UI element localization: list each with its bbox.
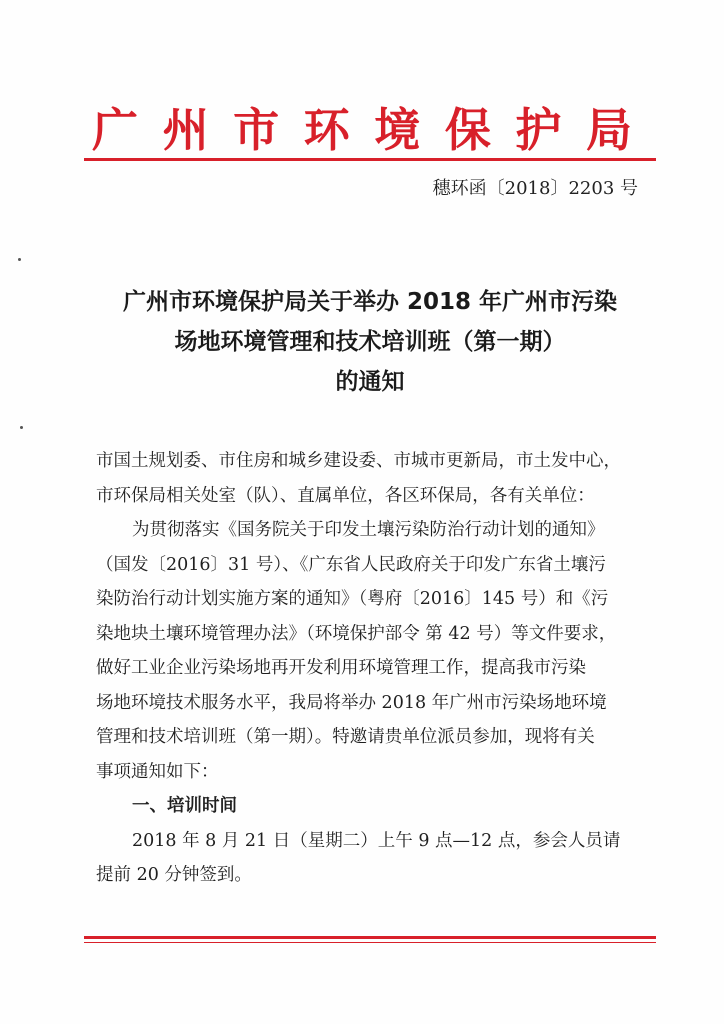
letterhead-char: 广	[92, 103, 138, 157]
paragraph-line: 染防治行动计划实施方案的通知》（粤府〔2016〕145 号）和《污	[96, 589, 609, 609]
paragraph-line: 做好工业企业污染场地再开发利用环境管理工作，提高我市污染	[96, 658, 586, 678]
footer-red-rule	[84, 936, 656, 939]
paragraph-line: 管理和技术培训班（第一期）。特邀请贵单位派员参加，现将有关	[96, 727, 595, 747]
letterhead-char: 境	[374, 103, 421, 157]
letterhead-char: 环	[303, 103, 350, 157]
paragraph-line: （国发〔2016〕31 号）、《广东省人民政府关于印发广东省土壤污	[96, 554, 606, 575]
section-line: 2018 年 8 月 21 日（星期二）上午 9 点—12 点，参会人员请	[132, 830, 621, 851]
recipients-line: 市国土规划委、市住房和城乡建设委、市城市更新局，市土发中心，	[96, 451, 621, 471]
letterhead-char: 州	[162, 103, 209, 157]
paragraph-line: 事项通知如下：	[96, 761, 219, 782]
section-line: 提前 20 分钟签到。	[96, 865, 252, 885]
scan-speck	[18, 258, 21, 261]
letterhead-char: 市	[233, 103, 280, 157]
letterhead-org-name	[92, 100, 632, 160]
recipients-line: 市环保局相关处室（队）、直属单位，各区环保局，各有关单位：	[96, 485, 595, 506]
letterhead-red-rule	[84, 158, 656, 161]
notice-body	[96, 444, 656, 893]
section-heading: 一、培训时间	[132, 796, 237, 816]
title-line: 场地环境管理和技术培训班（第一期）	[174, 329, 566, 355]
title-line: 的通知	[335, 369, 405, 395]
document-number: 穗环函〔2018〕2203 号	[432, 178, 638, 199]
title-line: 广州市环境保护局关于举办 2018 年广州市污染	[122, 289, 618, 315]
letterhead-char: 保	[444, 103, 491, 157]
letterhead-char: 局	[585, 103, 632, 157]
paragraph-line: 为贯彻落实《国务院关于印发土壤污染防治行动计划的通知》	[132, 520, 605, 540]
paragraph-line: 染地块土壤环境管理办法》（环境保护部令 第 42 号）等文件要求，	[96, 623, 617, 644]
footer-red-rule-thin	[84, 942, 656, 943]
scan-speck	[20, 426, 23, 429]
paragraph-line: 场地环境技术服务水平，我局将举办 2018 年广州市污染场地环境	[96, 692, 607, 713]
letterhead-char: 护	[515, 103, 562, 157]
notice-title	[80, 282, 660, 402]
